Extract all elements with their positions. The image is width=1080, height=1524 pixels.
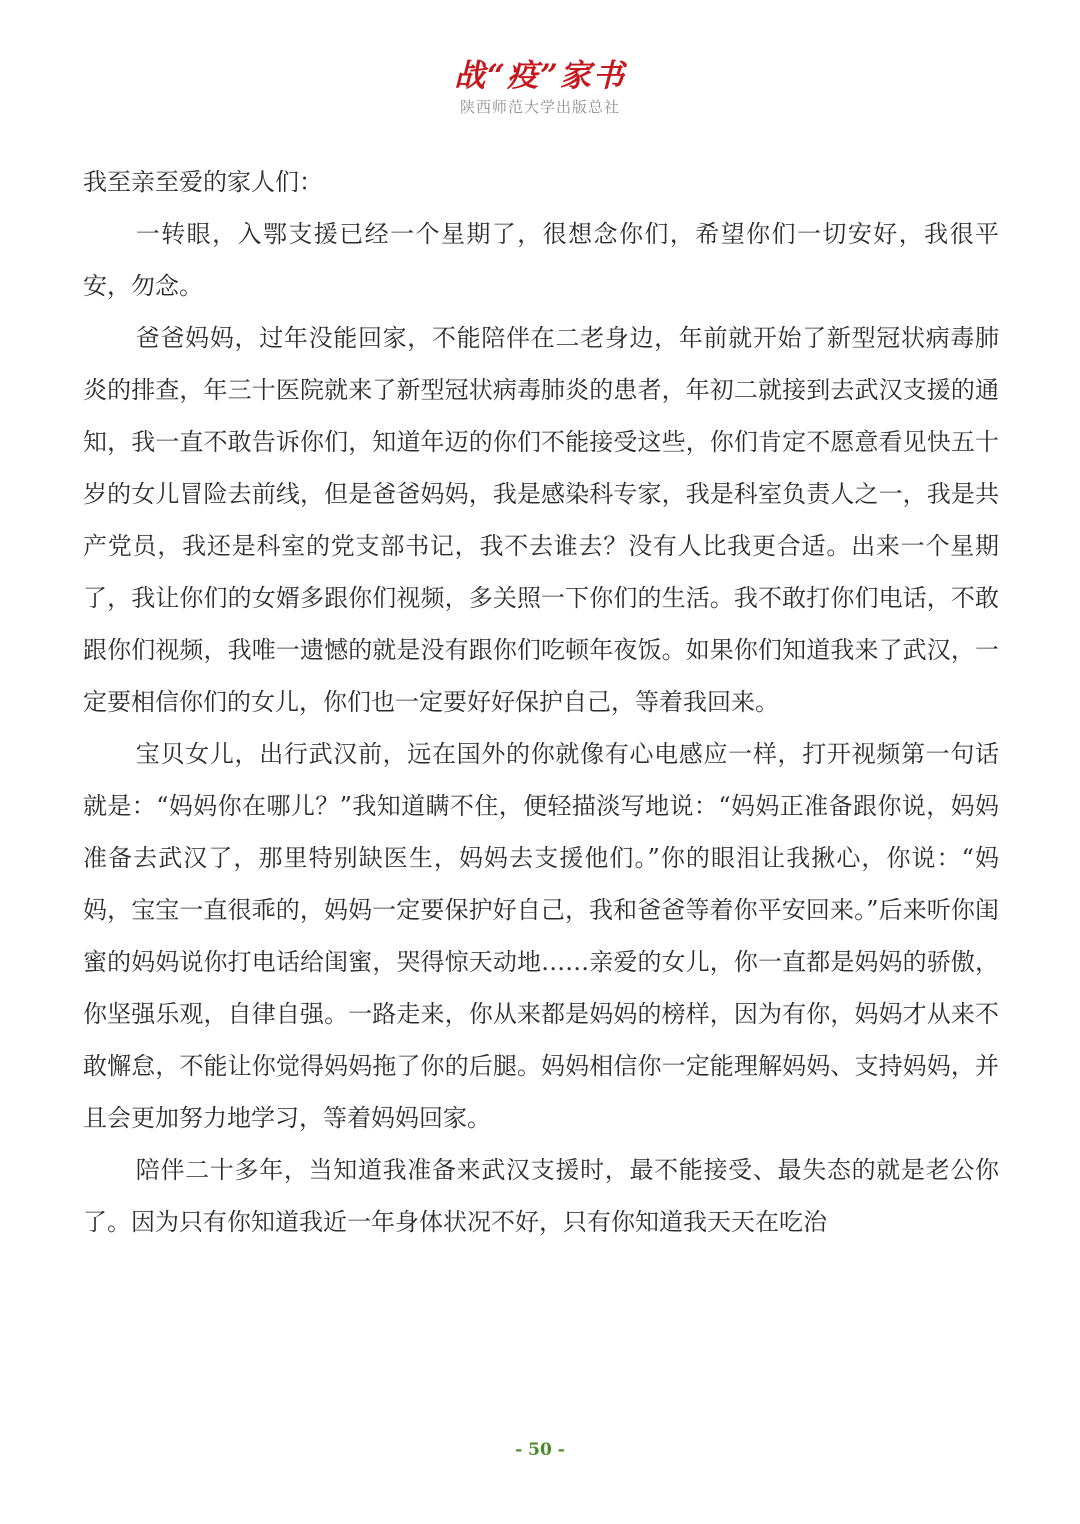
letter-paragraph: 陪伴二十多年，当知道我准备来武汉支援时，最不能接受、最失态的就是老公你了。因为只有你知道我近一年身体状况不好，只有你知道我天天在吃治 [83, 1156, 999, 1236]
letter-paragraph: 爸爸妈妈，过年没能回家，不能陪伴在二老身边，年前就开始了新型冠状病毒肺炎的排查，年三十医院就来了新型冠状病毒肺炎的患者，年初二就接到去武汉支援的通知，我一直不敢告诉你们，知道年迈的你们不能接受这些，你们肯定不愿意看见快五十岁的女儿冒险去前线，但是爸爸妈妈，我是感染科专家，我是科室负责人之一，我是共产党员，我还是科室的党支部书记，我不去谁去？没有人比我更合适。出来一个星期了，我让你们的女婿多跟你们视频，多关照一下你们的生活。我不敢打你们电话，不敢跟你们视频，我唯一遗憾的就是没有跟你们吃顿年夜饭。如果你们知道我来了武汉，一定要相信你们的女儿，你们也一定要好好保护自己，等着我回来。 [83, 324, 999, 716]
page-header [0, 56, 1080, 118]
page-number: - 50 - [515, 1440, 565, 1460]
publisher-name: 陕西师范大学出版总社 [459, 98, 620, 116]
letter-paragraph: 宝贝女儿，出行武汉前，远在国外的你就像有心电感应一样，打开视频第一句话就是：“妈妈你在哪儿？”我知道瞒不住，便轻描淡写地说：“妈妈正准备跟你说，妈妈准备去武汉了，那里特别缺医生，妈妈去支援他们。”你的眼泪让我揪心，你说：“妈妈，宝宝一直很乖的，妈妈一定要保护好自己，我和爸爸等着你平安回来。”后来听你闺蜜的妈妈说你打电话给闺蜜，哭得惊天动地……亲爱的女儿，你一直都是妈妈的骄傲，你坚强乐观，自律自强。一路走来，你从来都是妈妈的榜样，因为有你，妈妈才从来不敢懈怠，不能让你觉得妈妈拖了你的后腿。妈妈相信你一定能理解妈妈、支持妈妈，并且会更加努力地学习，等着妈妈回家。 [83, 740, 999, 1132]
letter-paragraph: 一转眼，入鄂支援已经一个星期了，很想念你们，希望你们一切安好，我很平安，勿念。 [83, 220, 999, 300]
letter-salutation: 我至亲至爱的家人们： [83, 168, 323, 196]
book-title: 战“疫”家书 [454, 58, 626, 94]
letter-body [83, 156, 999, 1248]
